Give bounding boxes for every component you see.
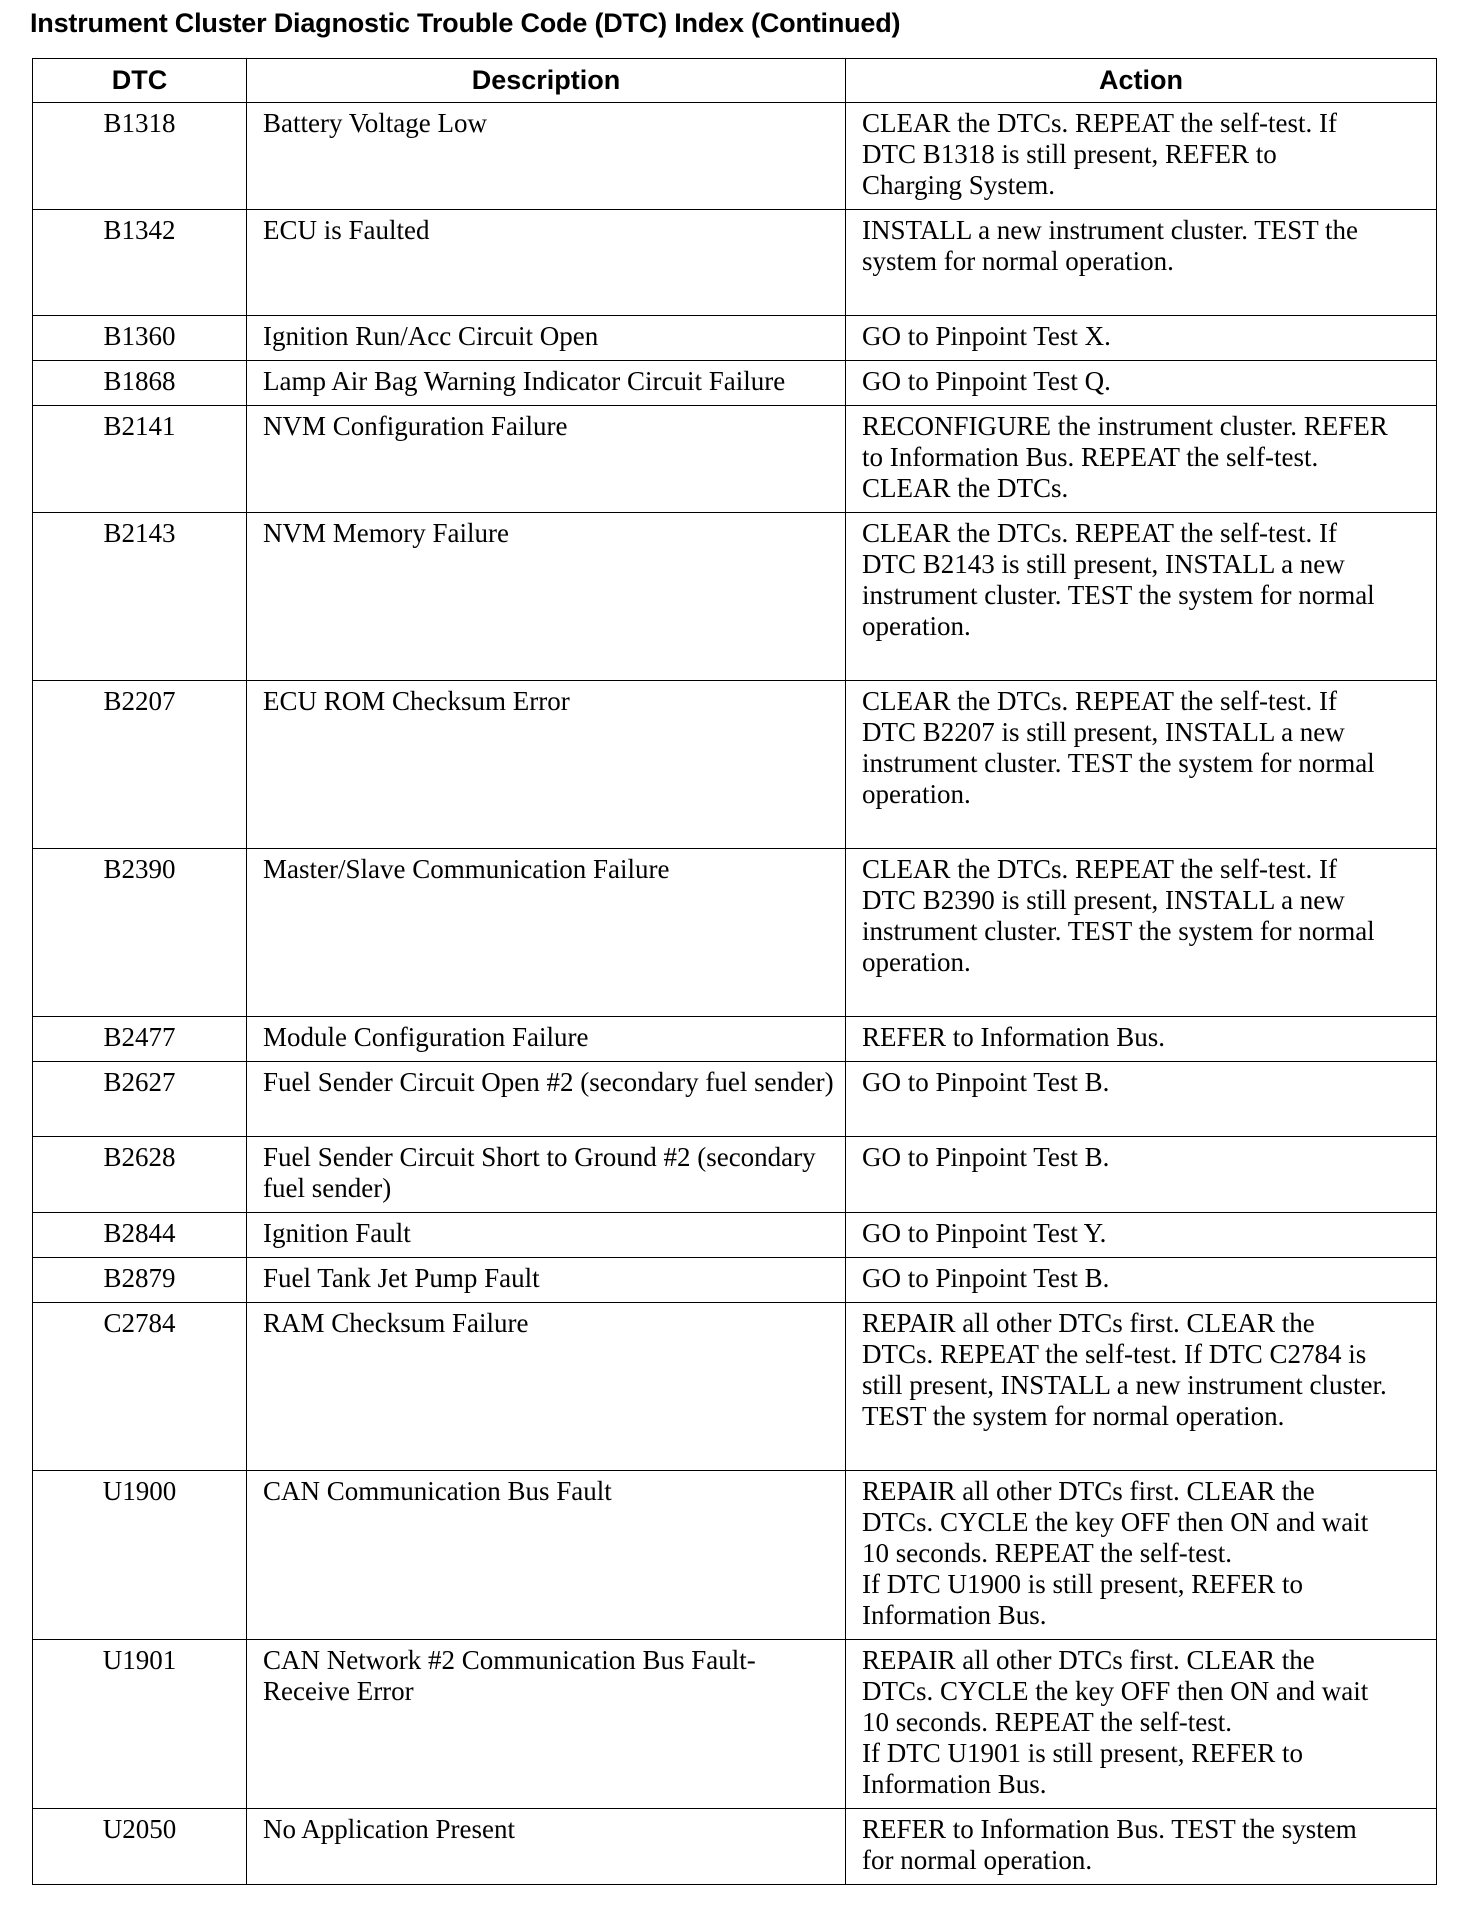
dtc-code-cell: B2627 xyxy=(33,1062,247,1137)
action-line: DTC B2390 is still present, INSTALL a new xyxy=(862,885,1345,915)
action-column-header: Action xyxy=(846,59,1437,103)
description-cell: Fuel Tank Jet Pump Fault xyxy=(247,1258,846,1303)
action-line: operation. xyxy=(862,947,971,977)
table-row xyxy=(33,849,1437,1017)
table-row xyxy=(33,1640,1437,1809)
action-line: DTCs. REPEAT the self-test. If DTC C2784 is xyxy=(862,1339,1367,1369)
description-cell: Battery Voltage Low xyxy=(247,103,846,210)
description-cell: CAN Communication Bus Fault xyxy=(247,1471,846,1640)
action-line: DTC B2207 is still present, INSTALL a new xyxy=(862,717,1345,747)
action-line: GO to Pinpoint Test Y. xyxy=(862,1218,1107,1248)
action-cell xyxy=(846,1258,1437,1303)
action-line: CLEAR the DTCs. REPEAT the self-test. If xyxy=(862,108,1337,138)
action-line: REFER to Information Bus. TEST the system xyxy=(862,1814,1357,1844)
action-line: still present, INSTALL a new instrument cluster. xyxy=(862,1370,1387,1400)
dtc-code-cell: B1318 xyxy=(33,103,247,210)
page-title: Instrument Cluster Diagnostic Trouble Code (DTC) Index (Continued) xyxy=(30,8,901,38)
table-row xyxy=(33,103,1437,210)
action-cell xyxy=(846,361,1437,406)
dtc-code-cell: B1342 xyxy=(33,210,247,316)
action-cell xyxy=(846,316,1437,361)
action-cell xyxy=(846,210,1437,316)
description-cell: ECU ROM Checksum Error xyxy=(247,681,846,849)
action-line: If DTC U1900 is still present, REFER to xyxy=(862,1569,1303,1599)
dtc-code-cell: B1360 xyxy=(33,316,247,361)
table-row xyxy=(33,1213,1437,1258)
dtc-code-cell: B2477 xyxy=(33,1017,247,1062)
action-line: REPAIR all other DTCs first. CLEAR the xyxy=(862,1476,1315,1506)
description-cell: NVM Memory Failure xyxy=(247,513,846,681)
action-line: GO to Pinpoint Test B. xyxy=(862,1263,1110,1293)
action-line: DTC B1318 is still present, REFER to xyxy=(862,139,1277,169)
action-cell xyxy=(846,1471,1437,1640)
action-line: REFER to Information Bus. xyxy=(862,1022,1165,1052)
action-line: operation. xyxy=(862,611,971,641)
action-line: Information Bus. xyxy=(862,1600,1047,1630)
description-cell: Ignition Run/Acc Circuit Open xyxy=(247,316,846,361)
table-row xyxy=(33,1471,1437,1640)
table-row xyxy=(33,1258,1437,1303)
action-line: REPAIR all other DTCs first. CLEAR the xyxy=(862,1308,1315,1338)
table-row xyxy=(33,1017,1437,1062)
description-cell: Ignition Fault xyxy=(247,1213,846,1258)
description-cell: Master/Slave Communication Failure xyxy=(247,849,846,1017)
table-row xyxy=(33,406,1437,513)
description-cell: No Application Present xyxy=(247,1809,846,1885)
action-line: GO to Pinpoint Test Q. xyxy=(862,366,1111,396)
action-cell xyxy=(846,1137,1437,1213)
action-line: CLEAR the DTCs. REPEAT the self-test. If xyxy=(862,686,1337,716)
action-cell xyxy=(846,1640,1437,1809)
action-line: INSTALL a new instrument cluster. TEST the xyxy=(862,215,1359,245)
action-line: If DTC U1901 is still present, REFER to xyxy=(862,1738,1303,1768)
action-line: REPAIR all other DTCs first. CLEAR the xyxy=(862,1645,1315,1675)
action-line: 10 seconds. REPEAT the self-test. xyxy=(862,1707,1232,1737)
action-line: CLEAR the DTCs. REPEAT the self-test. If xyxy=(862,518,1337,548)
action-line: DTC B2143 is still present, INSTALL a new xyxy=(862,549,1345,579)
dtc-code-cell: B2141 xyxy=(33,406,247,513)
dtc-code-cell: U2050 xyxy=(33,1809,247,1885)
action-cell xyxy=(846,1303,1437,1471)
action-cell xyxy=(846,849,1437,1017)
description-column-header: Description xyxy=(247,59,846,103)
table-row xyxy=(33,1303,1437,1471)
action-cell xyxy=(846,406,1437,513)
dtc-index-table xyxy=(32,58,1437,1885)
description-cell: RAM Checksum Failure xyxy=(247,1303,846,1471)
dtc-column-header: DTC xyxy=(33,59,247,103)
action-cell xyxy=(846,1062,1437,1137)
action-line: DTCs. CYCLE the key OFF then ON and wait xyxy=(862,1676,1369,1706)
description-cell: ECU is Faulted xyxy=(247,210,846,316)
dtc-code-cell: B2143 xyxy=(33,513,247,681)
action-cell xyxy=(846,513,1437,681)
action-line: instrument cluster. TEST the system for normal xyxy=(862,748,1375,778)
dtc-code-cell: B2628 xyxy=(33,1137,247,1213)
action-line: instrument cluster. TEST the system for normal xyxy=(862,916,1375,946)
action-line: to Information Bus. REPEAT the self-test. xyxy=(862,442,1319,472)
table-row xyxy=(33,681,1437,849)
action-cell xyxy=(846,681,1437,849)
table-body xyxy=(33,103,1437,1885)
action-line: GO to Pinpoint Test B. xyxy=(862,1142,1110,1172)
table-row xyxy=(33,1062,1437,1137)
action-line: GO to Pinpoint Test X. xyxy=(862,321,1111,351)
dtc-code-cell: U1901 xyxy=(33,1640,247,1809)
action-cell xyxy=(846,1809,1437,1885)
description-cell: Fuel Sender Circuit Open #2 (secondary fuel sender) xyxy=(247,1062,846,1137)
action-line: for normal operation. xyxy=(862,1845,1093,1875)
description-cell: CAN Network #2 Communication Bus Fault-Receive Error xyxy=(247,1640,846,1809)
action-line: CLEAR the DTCs. REPEAT the self-test. If xyxy=(862,854,1337,884)
description-cell: Module Configuration Failure xyxy=(247,1017,846,1062)
action-line: DTCs. CYCLE the key OFF then ON and wait xyxy=(862,1507,1369,1537)
action-cell xyxy=(846,103,1437,210)
action-line: 10 seconds. REPEAT the self-test. xyxy=(862,1538,1232,1568)
action-line: RECONFIGURE the instrument cluster. REFER xyxy=(862,411,1388,441)
table-row xyxy=(33,1809,1437,1885)
table-header-row xyxy=(33,59,1437,103)
dtc-code-cell: B2844 xyxy=(33,1213,247,1258)
table-row xyxy=(33,513,1437,681)
table-row xyxy=(33,1137,1437,1213)
action-cell xyxy=(846,1213,1437,1258)
description-cell: Lamp Air Bag Warning Indicator Circuit Failure xyxy=(247,361,846,406)
action-cell xyxy=(846,1017,1437,1062)
dtc-code-cell: B2207 xyxy=(33,681,247,849)
action-line: TEST the system for normal operation. xyxy=(862,1401,1285,1431)
description-cell: NVM Configuration Failure xyxy=(247,406,846,513)
action-line: operation. xyxy=(862,779,971,809)
table-row xyxy=(33,316,1437,361)
dtc-code-cell: C2784 xyxy=(33,1303,247,1471)
dtc-code-cell: U1900 xyxy=(33,1471,247,1640)
dtc-code-cell: B2390 xyxy=(33,849,247,1017)
action-line: instrument cluster. TEST the system for normal xyxy=(862,580,1375,610)
dtc-code-cell: B2879 xyxy=(33,1258,247,1303)
dtc-code-cell: B1868 xyxy=(33,361,247,406)
description-cell: Fuel Sender Circuit Short to Ground #2 (secondary fuel sender) xyxy=(247,1137,846,1213)
action-line: CLEAR the DTCs. xyxy=(862,473,1069,503)
table-row xyxy=(33,361,1437,406)
action-line: GO to Pinpoint Test B. xyxy=(862,1067,1110,1097)
table-row xyxy=(33,210,1437,316)
action-line: system for normal operation. xyxy=(862,246,1174,276)
action-line: Charging System. xyxy=(862,170,1056,200)
action-line: Information Bus. xyxy=(862,1769,1047,1799)
